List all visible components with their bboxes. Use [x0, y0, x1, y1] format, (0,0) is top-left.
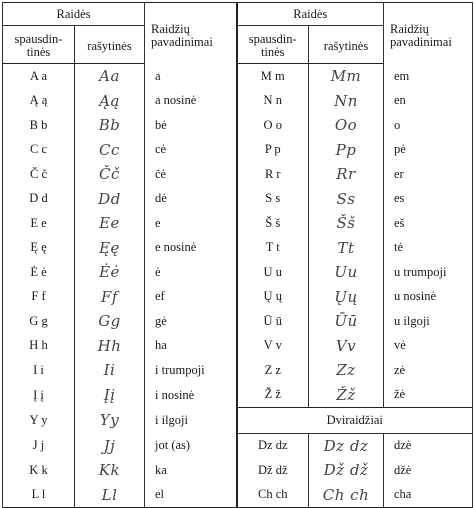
letter-name: eš [384, 211, 473, 236]
printed-letter: Ų ų [237, 285, 309, 310]
printed-letter: G g [3, 309, 75, 334]
cursive-letter-text: Cc [99, 140, 120, 159]
cursive-letter-text: Tt [337, 238, 355, 257]
cursive-letter-text: Mm [330, 67, 362, 86]
cursive-letter-text: Žž [336, 385, 356, 404]
table-row [3, 383, 473, 408]
letter-name: a [145, 64, 237, 89]
cursive-letter [309, 309, 384, 334]
letter-name: jot (as) [145, 433, 237, 458]
cursive-letter-text: Ss [336, 189, 356, 208]
printed-letter: D d [3, 187, 75, 212]
table-row [3, 408, 473, 434]
printed-letter: Į į [3, 383, 75, 408]
cursive-letter [75, 334, 145, 359]
cursive-letter-text: Kk [98, 461, 121, 480]
cursive-letter-text: Aa [99, 67, 120, 86]
digraphs-title: Dviraidžiai [237, 408, 473, 434]
cursive-letter [309, 113, 384, 138]
letter-name: en [384, 89, 473, 114]
letter-name: u trumpoji [384, 260, 473, 285]
cursive-letter [309, 236, 384, 261]
cursive-letter-text: Oo [334, 116, 358, 135]
letter-name: vė [384, 334, 473, 359]
cursive-letter [309, 64, 384, 89]
printed-letter: A a [3, 64, 75, 89]
cursive-letter [309, 334, 384, 359]
cursive-letter [75, 162, 145, 187]
cursive-letter [309, 285, 384, 310]
printed-letter: Y y [3, 408, 75, 434]
table-row [3, 64, 473, 89]
cursive-letter-text: Vv [335, 336, 357, 355]
printed-letter: Ę ę [3, 236, 75, 261]
cursive-letter-text: Uu [334, 263, 358, 282]
digraph-cursive-text: Dz dz [323, 436, 369, 455]
letter-name: u nosinė [384, 285, 473, 310]
letter-name: a nosinė [145, 89, 237, 114]
cursive-letter-text: Įį [103, 386, 116, 404]
cursive-letter-text: Ll [101, 485, 118, 504]
table-row [3, 458, 473, 483]
cursive-letter [75, 358, 145, 383]
cursive-letter-text: Ii [103, 361, 116, 380]
letter-name: cė [145, 138, 237, 163]
header-cursive-right: rašytinės [309, 26, 384, 64]
cursive-letter [75, 64, 145, 89]
digraph-cursive [309, 433, 384, 458]
cursive-letter-text: Bb [98, 116, 121, 135]
printed-letter: H h [3, 334, 75, 359]
cursive-letter [75, 408, 145, 434]
cursive-letter-text: Ūū [334, 312, 358, 331]
printed-letter: Ė ė [3, 260, 75, 285]
printed-letter: P p [237, 138, 309, 163]
cursive-letter [309, 211, 384, 236]
letter-name: tė [384, 236, 473, 261]
digraph-name: džė [384, 458, 473, 483]
cursive-letter-text: Ąą [99, 91, 120, 110]
cursive-letter-text: Hh [97, 336, 122, 355]
printed-letter: Š š [237, 211, 309, 236]
letter-name: el [145, 483, 237, 508]
printed-letter: N n [237, 89, 309, 114]
cursive-letter-text: Jj [103, 436, 116, 455]
table-row [3, 236, 473, 261]
letter-name: ka [145, 458, 237, 483]
printed-letter: Ū ū [237, 309, 309, 334]
printed-letter: Z z [237, 358, 309, 383]
printed-letter: V v [237, 334, 309, 359]
table-row [3, 433, 473, 458]
cursive-letter [75, 458, 145, 483]
cursive-letter-text: Dd [98, 189, 121, 208]
printed-letter: U u [237, 260, 309, 285]
letter-name: i ilgoji [145, 408, 237, 434]
cursive-letter [75, 187, 145, 212]
digraph-name: dzė [384, 433, 473, 458]
letter-name: ha [145, 334, 237, 359]
cursive-letter [309, 138, 384, 163]
digraph-printed: Dz dz [237, 433, 309, 458]
table-row [3, 89, 473, 114]
table-row [3, 309, 473, 334]
digraph-cursive [309, 458, 384, 483]
table-row [3, 211, 473, 236]
digraph-cursive-text: Ch ch [322, 485, 370, 504]
letter-name: čė [145, 162, 237, 187]
letter-name: u ilgoji [384, 309, 473, 334]
printed-letter: E e [3, 211, 75, 236]
alphabet-table [2, 2, 473, 508]
cursive-letter [75, 138, 145, 163]
cursive-letter [75, 309, 145, 334]
letter-name: zė [384, 358, 473, 383]
printed-letter: Ą ą [3, 89, 75, 114]
printed-letter: J j [3, 433, 75, 458]
table-row [3, 260, 473, 285]
cursive-letter-text: Ęę [99, 238, 120, 257]
alphabet-body [3, 64, 473, 508]
cursive-letter [75, 383, 145, 408]
letter-name: em [384, 64, 473, 89]
digraph-cursive [309, 483, 384, 508]
header-cursive-left: rašytinės [75, 26, 145, 64]
printed-letter: B b [3, 113, 75, 138]
letter-name: bė [145, 113, 237, 138]
header-printed-left: spausdin-tinės [3, 26, 75, 64]
letter-name: es [384, 187, 473, 212]
cursive-letter-text: Ff [101, 287, 118, 306]
cursive-letter [75, 285, 145, 310]
cursive-letter [309, 187, 384, 212]
table-row [3, 113, 473, 138]
cursive-letter [309, 260, 384, 285]
printed-letter: S s [237, 187, 309, 212]
printed-letter: R r [237, 162, 309, 187]
cursive-letter-text: Ėė [99, 263, 120, 282]
digraph-printed: Ch ch [237, 483, 309, 508]
header-raides-left: Raidės [3, 3, 145, 26]
cursive-letter-text: Ee [99, 214, 120, 233]
table-row [3, 334, 473, 359]
letter-name: ef [145, 285, 237, 310]
cursive-letter-text: Ųų [334, 287, 358, 306]
cursive-letter-text: Gg [98, 312, 121, 331]
table-row [3, 162, 473, 187]
cursive-letter [309, 162, 384, 187]
letter-name: i nosinė [145, 383, 237, 408]
printed-letter: Č č [3, 162, 75, 187]
printed-letter: O o [237, 113, 309, 138]
printed-letter: L l [3, 483, 75, 508]
header-names-left: Raidžių pavadinimai [145, 3, 237, 64]
cursive-letter-text: Pp [335, 140, 357, 159]
digraph-cursive-text: Dž dž [323, 461, 369, 480]
table-row [3, 358, 473, 383]
cursive-letter-text: Yy [99, 411, 120, 430]
cursive-letter [75, 89, 145, 114]
table-row [3, 285, 473, 310]
printed-letter: T t [237, 236, 309, 261]
letter-name: žė [384, 383, 473, 408]
digraph-name: cha [384, 483, 473, 508]
printed-letter: I i [3, 358, 75, 383]
printed-letter: Ž ž [237, 383, 309, 408]
cursive-letter [75, 113, 145, 138]
cursive-letter-text: Rr [336, 165, 356, 184]
header-names-right: Raidžių pavadinimai [384, 3, 473, 64]
printed-letter: K k [3, 458, 75, 483]
table-row [3, 483, 473, 508]
header-raides-right: Raidės [237, 3, 384, 26]
table-row [3, 187, 473, 212]
header-printed-right: spausdin-tinės [237, 26, 309, 64]
letter-name: e nosinė [145, 236, 237, 261]
letter-name: er [384, 162, 473, 187]
letter-name: gė [145, 309, 237, 334]
letter-name: i trumpoji [145, 358, 237, 383]
letter-name: o [384, 113, 473, 138]
cursive-letter [75, 483, 145, 508]
cursive-letter [309, 383, 384, 408]
cursive-letter-text: Zz [336, 361, 356, 380]
printed-letter: F f [3, 285, 75, 310]
cursive-letter [75, 236, 145, 261]
cursive-letter [309, 358, 384, 383]
cursive-letter-text: Nn [334, 91, 358, 110]
letter-name: e [145, 211, 237, 236]
cursive-letter [75, 211, 145, 236]
letter-name: pė [384, 138, 473, 163]
digraph-printed: Dž dž [237, 458, 309, 483]
cursive-letter [75, 260, 145, 285]
printed-letter: C c [3, 138, 75, 163]
letter-name: ė [145, 260, 237, 285]
letter-name: dė [145, 187, 237, 212]
cursive-letter [75, 433, 145, 458]
table-row [3, 138, 473, 163]
cursive-letter-text: Čč [99, 165, 120, 184]
printed-letter: M m [237, 64, 309, 89]
cursive-letter-text: Šš [336, 214, 356, 233]
cursive-letter [309, 89, 384, 114]
